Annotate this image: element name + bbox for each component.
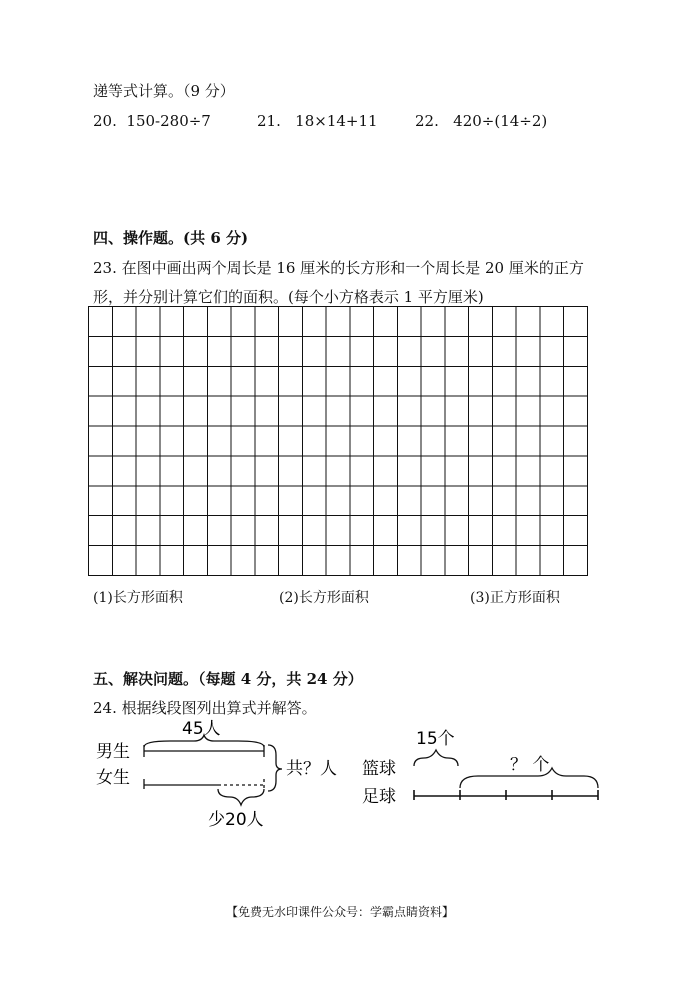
- problem-number: 20.: [93, 112, 117, 130]
- problem-expression: 18×14+11: [295, 112, 378, 130]
- section-heading: 五、解决问题。（每题 4 分，共 24 分）: [93, 670, 363, 688]
- football-label: 足球: [362, 787, 396, 807]
- girls-label: 女生: [96, 768, 130, 788]
- section-instruction: 递等式计算。（9 分）: [93, 82, 235, 100]
- answer-label-3: (3)正方形面积: [470, 590, 560, 606]
- segment-diagram-students: [90, 715, 360, 835]
- footer-note: 【免费无水印课件公众号：学霸点睛资料】: [226, 905, 455, 919]
- answer-label-2: (2)长方形面积: [279, 590, 369, 606]
- problem-expression: 420÷(14÷2): [453, 112, 548, 130]
- football-question-label: ？ 个: [510, 755, 550, 775]
- segment-diagram-balls: [358, 718, 608, 818]
- difference-label: 少20人: [208, 810, 264, 830]
- answer-label-1: (1)长方形面积: [93, 590, 183, 606]
- basketball-label: 篮球: [362, 759, 396, 779]
- boys-count-label: 45人: [182, 719, 221, 739]
- square-grid: [88, 306, 588, 576]
- problem-20: [93, 112, 211, 130]
- question-text: 形，并分别计算它们的面积。(每个小方格表示 1 平方厘米): [93, 288, 484, 306]
- basketball-count-label: 15个: [416, 729, 455, 749]
- basketball-brace: [414, 750, 458, 766]
- problem-21: [257, 112, 378, 130]
- girls-segment: [144, 779, 218, 789]
- problem-number: 22.: [415, 112, 439, 130]
- problem-22: [415, 112, 547, 130]
- total-label: 共？人: [286, 759, 337, 779]
- total-brace: [268, 745, 282, 791]
- question-text: 23. 在图中画出两个周长是 16 厘米的长方形和一个周长是 20 厘米的正方: [93, 259, 584, 277]
- boys-label: 男生: [96, 742, 130, 762]
- girls-missing-segment: [218, 779, 264, 789]
- boys-segment: [144, 745, 264, 757]
- problem-expression: 150-280÷7: [126, 112, 211, 130]
- football-segment: [414, 790, 598, 800]
- question-text: 24. 根据线段图列出算式并解答。: [93, 699, 317, 717]
- problem-number: 21.: [257, 112, 281, 130]
- bottom-brace: [218, 789, 264, 805]
- section-heading: 四、操作题。(共 6 分): [93, 229, 249, 247]
